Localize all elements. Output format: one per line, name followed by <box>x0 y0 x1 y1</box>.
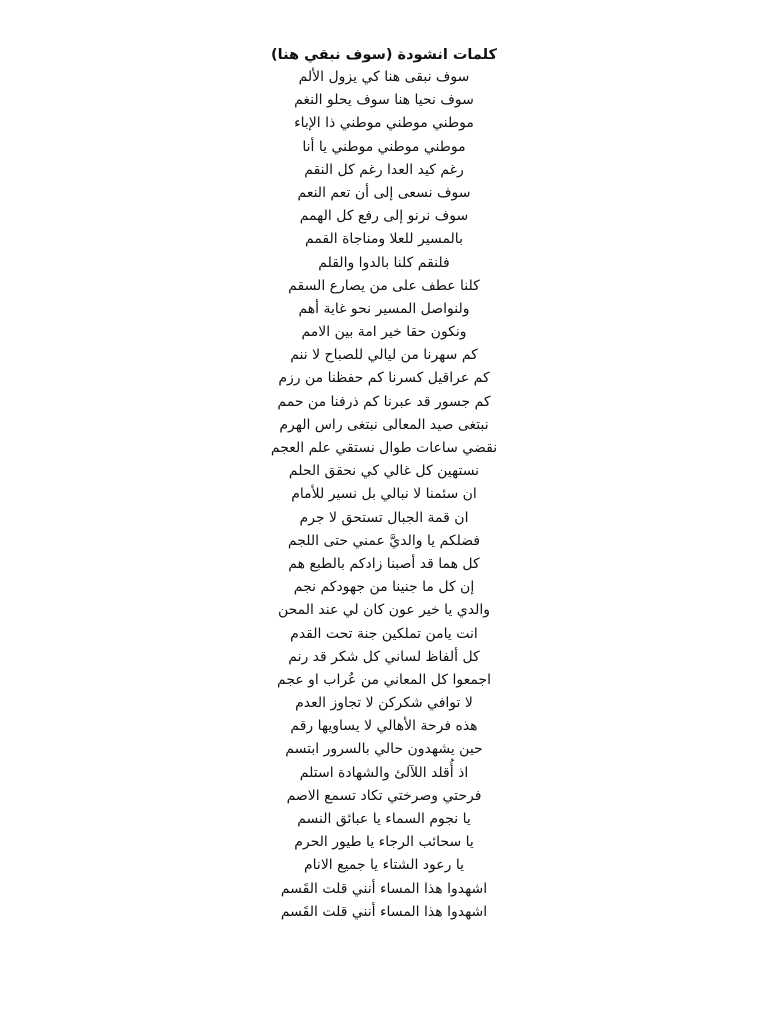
poem-line: لا توافي شكركن لا تجاوز العدم <box>295 695 473 712</box>
poem-title: كلمات انشودة (سوف نبقي هنا) <box>271 47 497 63</box>
poem-lines <box>0 66 768 924</box>
poem-line: نبتغى صيد المعالى نبتغى راس الهرم <box>279 416 489 433</box>
poem-line: اجمعوا كل المعاني من عُراب او عجم <box>277 671 491 688</box>
poem-line: ونكون حقا خير امة بين الامم <box>301 324 467 341</box>
poem-line: كل هما قد أصبنا زادكم بالطبع هم <box>288 555 480 572</box>
poem-line: موطني موطني موطني يا أنا <box>302 138 466 155</box>
poem-line: كم سهرنا من ليالي للصباح لا ننم <box>290 347 478 364</box>
poem-line: اذ أُقلد اللآلئ والشهادة استلم <box>299 764 469 781</box>
poem-line: فضلكم يا والديَّ عمني حتى اللجم <box>287 532 481 549</box>
poem-line: اشهدوا هذا المساء أنني قلت القَسم <box>280 880 488 897</box>
poem-line: انت يامن تملكين جنة تحت القدم <box>290 625 478 642</box>
poem-line: يا نجوم السماء يا عبائق النسم <box>297 811 471 827</box>
poem <box>0 44 768 924</box>
poem-line: نقضي ساعات طوال نستقي علم العجم <box>270 440 498 456</box>
poem-line: سوف نحيا هنا سوف يحلو النغم <box>294 92 474 109</box>
poem-line: رغم كيد العدا رغم كل النقم <box>304 161 464 178</box>
poem-line: سوف نسعى إلى أن تعم النعم <box>297 184 471 201</box>
poem-line: إن كل ما جنينا من جهودكم نجم <box>293 579 475 596</box>
poem-line: كلنا عطف على من يصارع السقم <box>288 277 480 294</box>
poem-line: نستهين كل غالي كي نحقق الحلم <box>288 463 480 480</box>
poem-line: حين يشهدون حالي بالسرور ابتسم <box>285 741 483 758</box>
poem-line: سوف نبقى هنا كي يزول الألم <box>298 69 470 85</box>
poem-line: كم عراقيل كسرنا كم حفظنا من رزم <box>278 370 490 387</box>
poem-line: كم جسور قد عبرنا كم ذرفنا من حمم <box>277 393 491 410</box>
poem-line: فلنقم كلنا بالدوا والقلم <box>318 254 450 271</box>
poem-line: ولنواصل المسير نحو غاية أهم <box>298 300 470 317</box>
poem-line: اشهدوا هذا المساء أنني قلت القَسم <box>280 903 488 920</box>
poem-line: ان سئمنا لا نبالي بل نسير للأمام <box>291 486 477 503</box>
poem-line: بالمسير للعلا ومناجاة القمم <box>305 231 463 248</box>
poem-line: سوف نرنو إلى رفع كل الهمم <box>299 208 469 225</box>
poem-line: يا سحائب الرجاء يا طيور الحرم <box>294 834 474 851</box>
poem-line: يا رعود الشتاء يا جميع الانام <box>303 857 464 874</box>
poem-line: فرحتي وصرختي تكاد تسمع الاصم <box>286 787 482 804</box>
poem-line: هذه فرحة الأهالي لا يساويها رقم <box>290 718 478 735</box>
poem-line: والدي يا خير عون كان لي عند المحن <box>277 602 491 619</box>
poem-line: ان قمة الجبال تستحق لا جرم <box>299 509 469 526</box>
poem-line: كل ألفاظ لساني كل شكر قد رنم <box>288 648 480 665</box>
poem-line: موطني موطني موطني ذا الإباء <box>294 115 474 132</box>
